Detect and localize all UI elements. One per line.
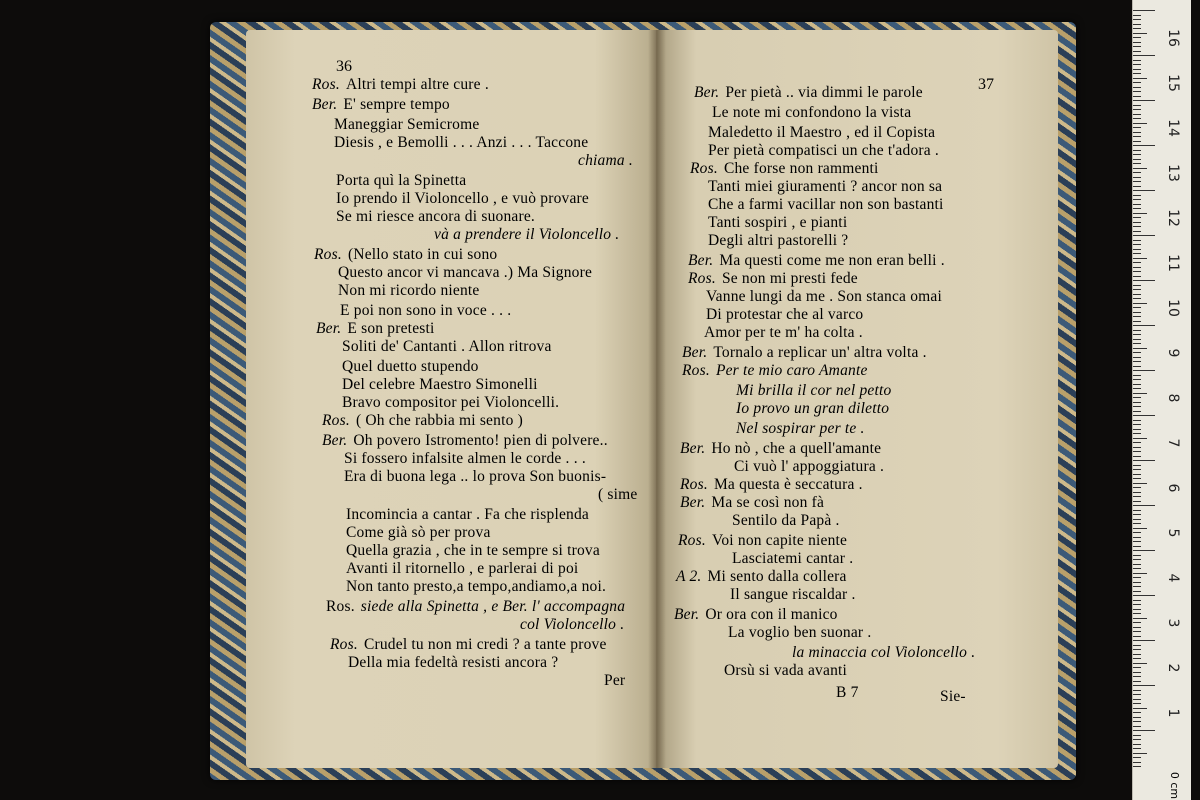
ruler-tick: [1133, 532, 1141, 533]
ruler-tick: [1133, 298, 1141, 299]
ruler-tick: [1133, 654, 1141, 655]
ruler-tick: [1133, 231, 1141, 232]
ruler-tick: [1133, 559, 1141, 560]
ruler-tick: [1133, 19, 1141, 20]
ruler-tick: [1133, 15, 1141, 16]
ruler-tick: [1133, 262, 1141, 263]
text-line: Che a farmi vacillar non son bastanti: [708, 196, 944, 213]
ruler-tick: [1133, 168, 1147, 169]
ruler-tick: [1133, 312, 1141, 313]
ruler-tick: [1133, 744, 1141, 745]
ruler-tick: [1133, 546, 1141, 547]
ruler-tick: [1133, 24, 1141, 25]
text-line: Se mi riesce ancora di suonare.: [336, 208, 536, 225]
ruler-tick: [1133, 348, 1147, 349]
text-line: Quel duetto stupendo: [342, 358, 479, 375]
ruler-tick: [1133, 658, 1141, 659]
ruler-number: 13: [1165, 164, 1181, 182]
stage-direction: la minaccia col Violoncello .: [792, 644, 976, 661]
ruler-tick: [1133, 483, 1147, 484]
ruler-tick: [1133, 109, 1141, 110]
text-line: Di protestar che al varco: [706, 306, 864, 323]
book-gutter: [648, 30, 666, 768]
ruler-tick: [1133, 618, 1147, 619]
ruler-tick: [1133, 42, 1141, 43]
text-line: Le note mi confondono la vista: [712, 104, 912, 121]
ruler-tick: [1133, 276, 1141, 277]
ruler-unit: 0 cm: [1168, 771, 1182, 800]
ruler-tick: [1133, 334, 1141, 335]
ruler-tick: [1133, 510, 1141, 511]
ruler-tick: [1133, 100, 1155, 101]
ruler-tick: [1133, 555, 1141, 556]
ruler-tick: [1133, 105, 1141, 106]
ruler-tick: [1133, 550, 1155, 551]
ruler-tick: [1133, 631, 1141, 632]
ruler-tick: [1133, 352, 1141, 353]
ruler-tick: [1133, 60, 1141, 61]
ruler-tick: [1133, 82, 1141, 83]
text-line: Orsù si vada avanti: [724, 662, 848, 679]
ruler-tick: [1133, 361, 1141, 362]
text-line: Ber. Or ora con il manico: [674, 606, 838, 623]
text-line: Quella grazia , che in te sempre si trova: [346, 542, 600, 559]
ruler-tick: [1133, 294, 1141, 295]
text-line: Della mia fedeltà resisti ancora ?: [348, 654, 559, 671]
text-line: Amor per te m' ha colta .: [704, 324, 863, 341]
ruler-tick: [1133, 514, 1141, 515]
text-line: Mi brilla il cor nel petto: [736, 382, 892, 399]
catchword: Sie-: [940, 688, 966, 705]
ruler-number: 2: [1165, 663, 1181, 673]
text-line: Porta quì la Spinetta: [336, 172, 467, 189]
ruler-tick: [1133, 739, 1141, 740]
ruler-tick: [1133, 595, 1155, 596]
page-number-left: 36: [336, 58, 352, 75]
ruler-tick: [1133, 591, 1141, 592]
text-line: Ros. Voi non capite niente: [678, 532, 848, 549]
ruler-tick: [1133, 685, 1155, 686]
ruler-number: 6: [1165, 483, 1181, 493]
text-line: E poi non sono in voce . . .: [340, 302, 512, 319]
ruler-tick: [1133, 600, 1141, 601]
ruler-tick: [1133, 316, 1141, 317]
ruler-tick: [1133, 46, 1141, 47]
text-line: Ros. Crudel tu non mi credi ? a tante prove: [330, 636, 607, 653]
text-line: La voglio ben suonar .: [728, 624, 872, 641]
ruler-tick: [1133, 708, 1147, 709]
ruler-tick: [1133, 321, 1141, 322]
ruler-tick: [1133, 573, 1147, 574]
text-line: Ros. Per te mio caro Amante: [682, 362, 868, 379]
text-line: Avanti il ritornello , e parlerai di poi: [346, 560, 579, 577]
ruler-tick: [1133, 424, 1141, 425]
ruler-tick: [1133, 33, 1147, 34]
ruler-tick: [1133, 244, 1141, 245]
ruler-tick: [1133, 717, 1141, 718]
page-number-right: 37: [978, 76, 994, 93]
ruler-number: 3: [1165, 618, 1181, 628]
text-line: Ros. Altri tempi altre cure .: [312, 76, 489, 93]
ruler-tick: [1133, 564, 1141, 565]
ruler-tick: [1133, 195, 1141, 196]
text-line: Maledetto il Maestro , ed il Copista: [708, 124, 936, 141]
text-line: Ci vuò l' appoggiatura .: [734, 458, 885, 475]
text-line: Come già sò per prova: [346, 524, 491, 541]
ruler-number: 12: [1165, 209, 1181, 227]
ruler-tick: [1133, 393, 1147, 394]
ruler-tick: [1133, 267, 1141, 268]
ruler-tick: [1133, 568, 1141, 569]
ruler-tick: [1133, 501, 1141, 502]
ruler-tick: [1133, 190, 1155, 191]
ruler-tick: [1133, 10, 1155, 11]
ruler-number: 7: [1165, 438, 1181, 448]
text-line: Bravo compositor pei Violoncelli.: [342, 394, 560, 411]
ruler-tick: [1133, 379, 1141, 380]
ruler-tick: [1133, 627, 1141, 628]
text-line: Era di buona lega .. lo prova Son buonis-: [344, 468, 607, 485]
ruler-tick: [1133, 150, 1141, 151]
stage-direction: chiama .: [578, 152, 633, 169]
ruler-number: 14: [1165, 119, 1181, 137]
ruler-tick: [1133, 460, 1155, 461]
stage-direction: Ros. siede alla Spinetta , e Ber. l' accompagna: [326, 598, 626, 615]
ruler-number: 10: [1165, 299, 1181, 317]
ruler-tick: [1133, 712, 1141, 713]
ruler-tick: [1133, 663, 1147, 664]
text-line: Ber. Oh povero Istromento! pien di polvere..: [322, 432, 608, 449]
text-line: Diesis , e Bemolli . . . Anzi . . . Taccone: [334, 134, 589, 151]
ruler-tick: [1133, 537, 1141, 538]
ruler-tick: [1133, 78, 1147, 79]
ruler-tick: [1133, 28, 1141, 29]
ruler-tick: [1133, 676, 1141, 677]
ruler-tick: [1133, 285, 1141, 286]
text-line: Ber. Per pietà .. via dimmi le parole: [694, 84, 923, 101]
ruler-tick: [1133, 721, 1141, 722]
ruler-tick: [1133, 208, 1141, 209]
ruler-tick: [1133, 465, 1141, 466]
ruler-tick: [1133, 523, 1141, 524]
ruler-tick: [1133, 402, 1141, 403]
ruler-tick: [1133, 123, 1147, 124]
ruler-tick: [1133, 213, 1147, 214]
ruler-tick: [1133, 96, 1141, 97]
text-line: Del celebre Maestro Simonelli: [342, 376, 538, 393]
ruler-tick: [1133, 726, 1141, 727]
ruler-tick: [1133, 145, 1155, 146]
text-line: Il sangue riscaldar .: [730, 586, 856, 603]
text-line: Ber. Tornalo a replicar un' altra volta .: [682, 344, 927, 361]
text-line: Nel sospirar per te .: [736, 420, 865, 437]
ruler-tick: [1133, 541, 1141, 542]
ruler-tick: [1133, 370, 1155, 371]
text-line: Io provo un gran diletto: [736, 400, 890, 417]
ruler-tick: [1133, 694, 1141, 695]
ruler-tick: [1133, 127, 1141, 128]
ruler-tick: [1133, 87, 1141, 88]
text-line: Maneggiar Semicrome: [334, 116, 480, 133]
ruler-tick: [1133, 199, 1141, 200]
stage-direction: col Violoncello .: [520, 616, 625, 633]
ruler-tick: [1133, 222, 1141, 223]
text-line: Vanne lungi da me . Son stanca omai: [706, 288, 943, 305]
ruler-tick: [1133, 451, 1141, 452]
ruler-tick: [1133, 325, 1155, 326]
stage-direction: và a prendere il Violoncello .: [434, 226, 620, 243]
ruler-tick: [1133, 136, 1141, 137]
ruler-tick: [1133, 343, 1141, 344]
ruler-tick: [1133, 51, 1141, 52]
ruler-tick: [1133, 690, 1141, 691]
ruler-tick: [1133, 447, 1141, 448]
ruler-tick: [1133, 492, 1141, 493]
ruler-tick: [1133, 582, 1141, 583]
ruler-tick: [1133, 433, 1141, 434]
text-line: Ros. Se non mi presti fede: [688, 270, 858, 287]
ruler-number: 16: [1165, 29, 1181, 47]
text-line: Tanti miei giuramenti ? ancor non sa: [708, 178, 943, 195]
ruler-number: 1: [1165, 708, 1181, 718]
text-line: Io prendo il Violoncello , e vuò provare: [336, 190, 589, 207]
ruler-tick: [1133, 609, 1141, 610]
ruler-tick: [1133, 240, 1141, 241]
text-line: Degli altri pastorelli ?: [708, 232, 849, 249]
ruler-tick: [1133, 91, 1141, 92]
ruler-tick: [1133, 159, 1141, 160]
text-line: Sentilo da Papà .: [732, 512, 840, 529]
ruler-tick: [1133, 649, 1141, 650]
ruler-tick: [1133, 163, 1141, 164]
signature-mark: B 7: [836, 684, 859, 701]
ruler-tick: [1133, 181, 1141, 182]
ruler-tick: [1133, 366, 1141, 367]
ruler-tick: [1133, 330, 1141, 331]
text-line: ( sime: [598, 486, 638, 503]
text-line: Ros. Che forse non rammenti: [690, 160, 879, 177]
ruler-tick: [1133, 397, 1141, 398]
ruler-tick: [1133, 456, 1141, 457]
ruler-tick: [1133, 703, 1141, 704]
text-line: Ber. Ma questi come me non eran belli .: [688, 252, 945, 269]
ruler-tick: [1133, 528, 1147, 529]
ruler-tick: [1133, 69, 1141, 70]
ruler-tick: [1133, 586, 1141, 587]
ruler-tick: [1133, 496, 1141, 497]
ruler-tick: [1133, 253, 1141, 254]
ruler-tick: [1133, 118, 1141, 119]
ruler-tick: [1133, 474, 1141, 475]
ruler-tick: [1133, 141, 1141, 142]
ruler-tick: [1133, 429, 1141, 430]
ruler-tick: [1133, 186, 1141, 187]
ruler-tick: [1133, 478, 1141, 479]
ruler-tick: [1133, 505, 1155, 506]
catchword: Per: [604, 672, 626, 689]
ruler-tick: [1133, 667, 1141, 668]
ruler-tick: [1133, 357, 1141, 358]
ruler-tick: [1133, 388, 1141, 389]
scale-ruler: [1132, 0, 1191, 800]
ruler-tick: [1133, 64, 1141, 65]
ruler-tick: [1133, 204, 1141, 205]
ruler-tick: [1133, 672, 1141, 673]
ruler-tick: [1133, 640, 1155, 641]
ruler-tick: [1133, 307, 1141, 308]
text-line: Incomincia a cantar . Fa che risplenda: [346, 506, 590, 523]
text-line: Ros. (Nello stato in cui sono: [314, 246, 498, 263]
ruler-tick: [1133, 487, 1141, 488]
text-line: A 2. Mi sento dalla collera: [676, 568, 847, 585]
text-line: Ber. E' sempre tempo: [312, 96, 450, 113]
ruler-tick: [1133, 249, 1141, 250]
ruler-tick: [1133, 469, 1141, 470]
text-line: Soliti de' Cantanti . Allon ritrova: [342, 338, 552, 355]
ruler-tick: [1133, 177, 1141, 178]
ruler-tick: [1133, 114, 1141, 115]
ruler-tick: [1133, 411, 1141, 412]
ruler-tick: [1133, 258, 1147, 259]
ruler-tick: [1133, 753, 1147, 754]
text-line: Non tanto presto,a tempo,andiamo,a noi.: [346, 578, 607, 595]
ruler-tick: [1133, 375, 1141, 376]
ruler-tick: [1133, 636, 1141, 637]
text-line: Ber. E son pretesti: [316, 320, 435, 337]
ruler-tick: [1133, 577, 1141, 578]
ruler-tick: [1133, 226, 1141, 227]
ruler-tick: [1133, 154, 1141, 155]
ruler-tick: [1133, 271, 1141, 272]
ruler-tick: [1133, 766, 1141, 767]
text-line: Lasciatemi cantar .: [732, 550, 854, 567]
text-line: Tanti sospiri , e pianti: [708, 214, 848, 231]
text-line: Ber. Ma se così non fà: [680, 494, 825, 511]
ruler-tick: [1133, 235, 1155, 236]
ruler-tick: [1133, 604, 1141, 605]
text-line: Ros. Ma questa è seccatura .: [680, 476, 863, 493]
ruler-number: 5: [1165, 528, 1181, 538]
ruler-tick: [1133, 73, 1141, 74]
ruler-tick: [1133, 757, 1141, 758]
ruler-tick: [1133, 762, 1141, 763]
ruler-tick: [1133, 622, 1141, 623]
ruler-tick: [1133, 519, 1141, 520]
ruler-tick: [1133, 438, 1147, 439]
ruler-tick: [1133, 37, 1141, 38]
text-line: Per pietà compatisci un che t'adora .: [708, 142, 939, 159]
text-line: Non mi ricordo niente: [338, 282, 480, 299]
ruler-tick: [1133, 748, 1141, 749]
ruler-tick: [1133, 406, 1141, 407]
ruler-tick: [1133, 730, 1155, 731]
ruler-tick: [1133, 735, 1141, 736]
ruler-tick: [1133, 442, 1141, 443]
ruler-tick: [1133, 699, 1141, 700]
ruler-tick: [1133, 303, 1147, 304]
ruler-tick: [1133, 289, 1141, 290]
ruler-number: 9: [1165, 348, 1181, 358]
ruler-tick: [1133, 217, 1141, 218]
ruler-tick: [1133, 339, 1141, 340]
ruler-tick: [1133, 645, 1141, 646]
ruler-tick: [1133, 384, 1141, 385]
text-line: Questo ancor vi mancava .) Ma Signore: [338, 264, 593, 281]
ruler-tick: [1133, 55, 1155, 56]
ruler-tick: [1133, 420, 1141, 421]
ruler-number: 15: [1165, 74, 1181, 92]
ruler-number: 8: [1165, 393, 1181, 403]
ruler-tick: [1133, 132, 1141, 133]
ruler-number: 11: [1165, 254, 1181, 272]
ruler-tick: [1133, 280, 1155, 281]
text-line: Si fossero infalsite almen le corde . . .: [344, 450, 586, 467]
text-line: Ros. ( Oh che rabbia mi sento ): [322, 412, 523, 429]
ruler-tick: [1133, 172, 1141, 173]
ruler-tick: [1133, 415, 1155, 416]
ruler-tick: [1133, 613, 1141, 614]
ruler-tick: [1133, 681, 1141, 682]
text-line: Ber. Ho nò , che a quell'amante: [680, 440, 882, 457]
ruler-number: 4: [1165, 573, 1181, 583]
